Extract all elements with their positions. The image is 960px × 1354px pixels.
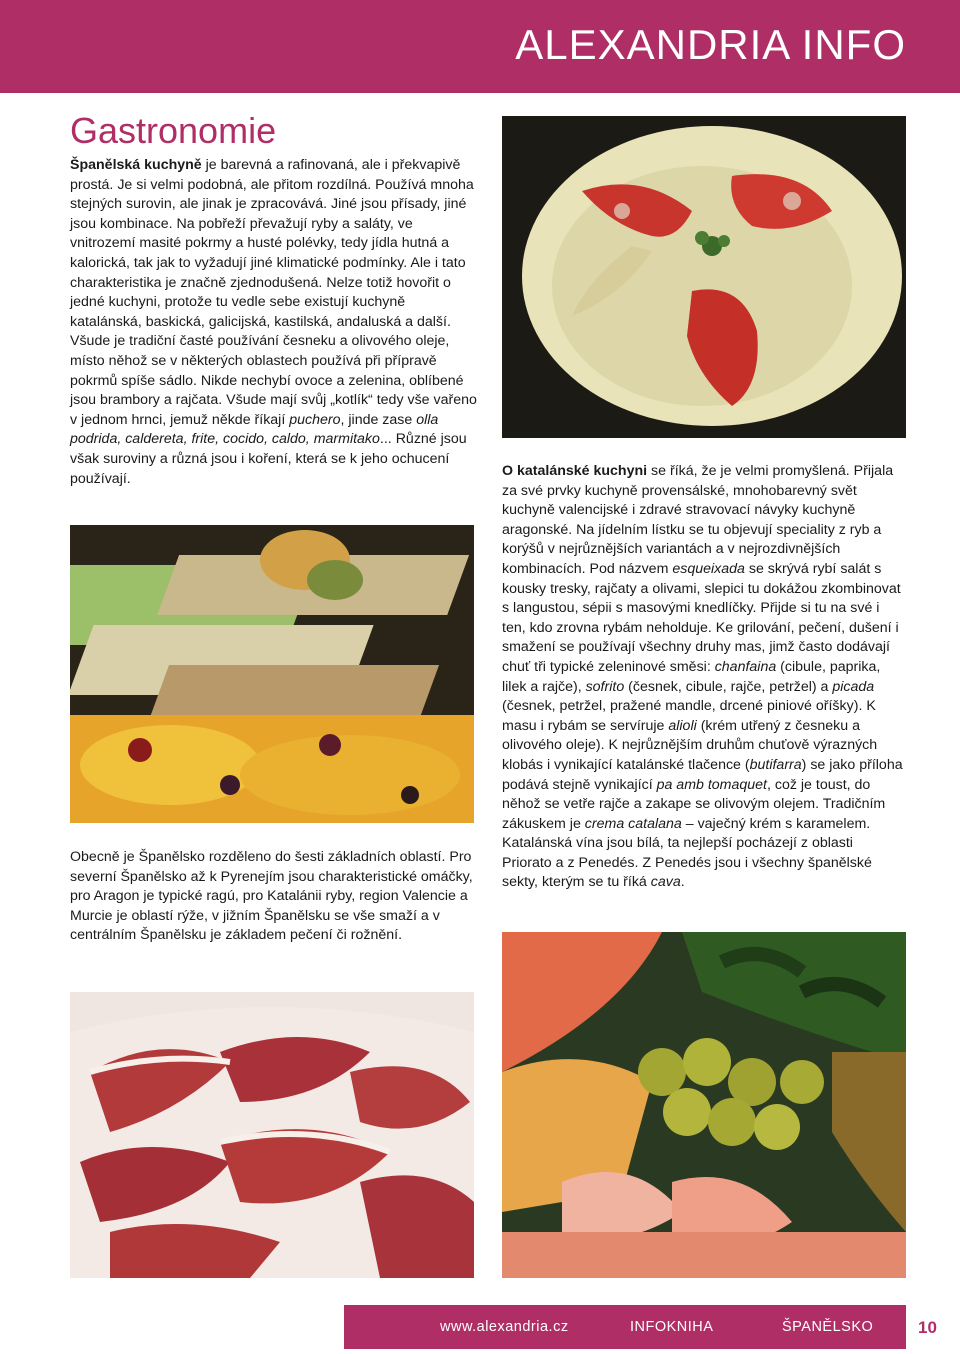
intro-italic-2: olla podrida, caldereta, frite, cocido, caldo, marmitako — [70, 411, 439, 448]
catalan-italic: esqueixada — [672, 560, 745, 577]
catalan-text: . — [680, 874, 685, 891]
catalan-text: se skrývá rybí salát s kousky tresky, rajčaty a olivami, slepici tu dokážou zkombinovat s langustou, sépii s masovými knedlíčky. Přijde si tu na své i ten, kdo zrovna rybám neholduje. Ke grilování, pečení, dušení i smažení se používají všechny druhy mas, jimž často dodávají chuť tři typické zeleninové směsi: — [502, 560, 901, 675]
catalan-text: (cibule, paprika, lilek a rajče), — [502, 658, 881, 695]
photo-tapas — [502, 932, 906, 1278]
footer-website-link[interactable]: www.alexandria.cz — [440, 1319, 569, 1335]
catalan-italic: pa amb tomaquet — [656, 776, 767, 793]
catalan-lead: O katalánské kuchyni — [502, 463, 648, 479]
regions-paragraph: Obecně je Španělsko rozděleno do šesti základních oblastí. Pro severní Španělsko až k Pyrenejím jsou charakteristické omáčky, pro Aragon je typické ragú, pro Katalánii ryby, region Valencie a Murcie je oblastí rýže, v jižním Španělsku se vše smaží a v centrálním Španělsku je základem pečení či rožnění. — [70, 849, 473, 944]
catalan-text: (krém utřený z česneku a olivového oleje). K nejrůznějším druhům chuťově výrazných klobás i vynikající katalánské tlačence ( — [502, 717, 878, 773]
photo-ham — [70, 992, 474, 1278]
catalan-column — [502, 462, 906, 893]
intro-lead: Španělská kuchyně — [70, 157, 202, 173]
catalan-text: se říká, že je velmi promyšlená. Přijala za své prvky kuchyně provensálské, mnohobarevný svět kuchyně valencijské i zdravé stravovací návyky kuchyně aragonské. Na jídelním lístku se tu objevují speciality z ryb a korýšů v nejrůznějších variantách a v nejrozdivnějších kombinacích. Pod názvem — [502, 463, 894, 577]
catalan-italic: cava — [650, 874, 681, 891]
intro-text-3: ... Různé jsou však suroviny a různá jsou i koření, která se k jeho ochucení používají. — [70, 431, 467, 487]
catalan-italic: alioli — [668, 717, 697, 734]
catalan-text: , což je toust, do něhož se vetře rajče a zakape se olivovým olejem. Tradičním zákuskem je — [502, 776, 886, 832]
photo-buffet — [70, 525, 474, 823]
catalan-italic: crema catalana — [584, 815, 682, 832]
catalan-paragraph — [502, 462, 906, 893]
intro-paragraph — [70, 156, 480, 489]
footer-book-label: INFOKNIHA — [630, 1319, 714, 1335]
catalan-text: ) se jako příloha podává stejně vynikající — [502, 756, 903, 793]
catalan-italic: sofrito — [585, 678, 625, 695]
catalan-italic: chanfaina — [714, 658, 777, 675]
catalan-text: – vaječný krém s karamelem. Katalánská vína jsou bílá, ta nejlepší pocházejí z oblasti Priorato a z Penedés. Z Penedés jsou i všechny španělské sekty, kterým se tu říká — [502, 815, 872, 891]
footer-bar — [344, 1305, 906, 1349]
photo-stuffed-peppers — [502, 116, 906, 438]
catalan-italic: butifarra — [749, 756, 802, 773]
page-number: 10 — [918, 1318, 937, 1337]
header-title: ALEXANDRIA INFO — [515, 21, 906, 68]
intro-column — [70, 110, 480, 489]
footer-country-label: ŠPANĚLSKO — [782, 1319, 874, 1335]
catalan-italic: picada — [832, 678, 875, 695]
intro-text-1: je barevná a rafinovaná, ale i překvapivě prostá. Je si velmi podobná, ale přitom rozdílná. Používá mnoha stejných surovin, ale jinak je zpracovává. Jiné jsou přísady, jiné jsou kombinace. Na pobřeží převažují ryby a saláty, ve vnitrozemí masité pokrmy a husté polévky, tedy jídla hutná a kalorická, tak jak to vyžadují jiné klimatické podmínky. Ale i tato charakteristika je značně zjednodušená. Nelze totiž hovořit o jedné kuchyni, protože tu vedle sebe existují kuchyně katalánská, baskická, galicijská, kastilská, andaluská a další. Všude je tradiční časté používání česneku a olivového oleje, místo něhož se v některých oblastech používá při přípravě pokrmů spíše sádlo. Nikde nechybí ovoce a zelenina, oblíbené jsou brambory a rajčata. Všude mají svůj „kotlík“ tedy vše vařeno v jednom hrnci, jemuž někde říkají — [70, 157, 477, 428]
intro-text-2: , jinde zase — [340, 411, 417, 428]
catalan-text: (česnek, petržel, pražené mandle, drcené piniové oříšky). K masu i rybám se servíruje — [502, 698, 876, 734]
section-title: Gastronomie — [70, 110, 277, 151]
intro-italic-1: puchero — [289, 411, 341, 428]
regions-column — [70, 848, 480, 946]
catalan-text: (česnek, cibule, rajče, petržel) a — [624, 678, 833, 695]
header-bar — [0, 0, 960, 93]
